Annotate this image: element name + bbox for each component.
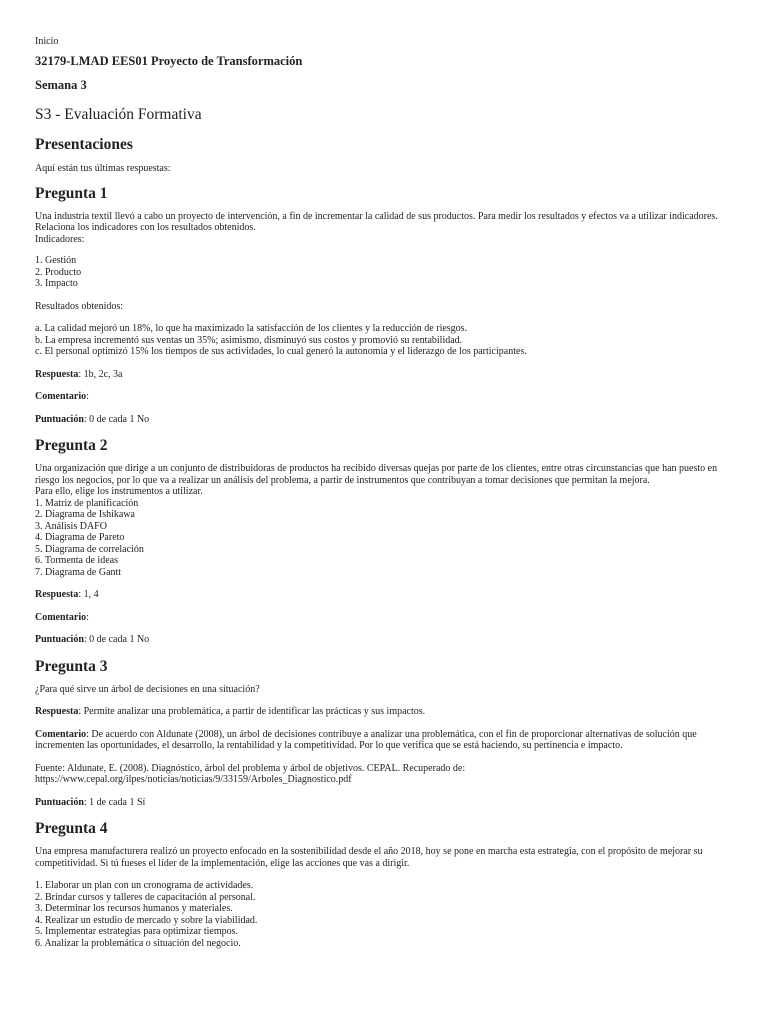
option-item: 6. Tormenta de ideas [35, 555, 118, 566]
comment-row [35, 612, 735, 624]
statement-line: riesgo los negocios, por lo que va a realizar un análisis del problema, a partir de instrumentos que contribuyan a tomar decisiones que permitan la mejora. [35, 474, 650, 486]
intro-text: Aquí están tus últimas respuestas: [35, 163, 171, 174]
question-2 [35, 436, 735, 646]
results-label: Resultados obtenidos: [35, 300, 124, 312]
question-4-title: Pregunta 4 [35, 820, 108, 837]
document-page [35, 36, 735, 949]
question-1 [35, 184, 735, 426]
option-item: 2. Diagrama de Ishikawa [35, 509, 135, 520]
statement-line: Una organización que dirige a un conjunto de distribuidoras de productos ha recibido diversas quejas por parte de los clientes, entre otras circunstancias que han puesto en [35, 463, 718, 474]
comment-value-line: incrementen las oportunidades, el desarrollo, la rentabilidad y la competitividad. Por lo que verifica que se está haciendo, su pertinencia e impacto. [35, 740, 623, 751]
score-value: : 1 de cada 1 Sí [83, 796, 146, 808]
answer-label: Respuesta [35, 589, 79, 600]
answer-label: Respuesta [35, 706, 79, 717]
breadcrumb[interactable]: Inicio [35, 36, 59, 47]
option-item: 2. Brindar cursos y talleres de capacitación al personal. [35, 891, 256, 903]
comment-value: : [86, 391, 89, 402]
question-1-statement [35, 211, 735, 290]
score-value: : 0 de cada 1 No [83, 413, 150, 425]
question-2-statement [35, 463, 735, 578]
question-3 [35, 657, 735, 809]
score-value: : 0 de cada 1 No [83, 634, 150, 645]
comment-row [35, 391, 735, 403]
question-3-title: Pregunta 3 [35, 657, 108, 675]
comment-label: Comentario [35, 391, 87, 402]
comment-label: Comentario [35, 611, 87, 623]
comment-row [35, 729, 735, 752]
score-label: Puntuación [35, 634, 84, 645]
answer-value: : Permite analizar una problemática, a partir de identificar las prácticas y sus impactos. [78, 706, 426, 717]
course-title: 32179-LMAD EES01 Proyecto de Transformación [35, 54, 303, 68]
indicator-item: 2. Producto [35, 266, 82, 278]
score-label: Puntuación [35, 413, 84, 425]
score-row [35, 634, 735, 646]
comment-label: Comentario [35, 728, 87, 740]
option-item: 4. Diagrama de Pareto [35, 532, 125, 543]
statement-line: Una industria textil llevó a cabo un proyecto de intervención, a fin de incrementar la calidad de sus productos. Para medir los resultados y efectos va a utilizar indicadores. [35, 210, 718, 222]
option-item: 3. Determinar los recursos humanos y materiales. [35, 903, 233, 914]
indicator-item: 3. Impacto [35, 278, 78, 289]
question-1-title: Pregunta 1 [35, 184, 108, 202]
source-link[interactable]: https://www.cepal.org/ilpes/noticias/noticias/9/33159/Arboles_Diagnostico.pdf [35, 774, 352, 785]
question-4-statement [35, 846, 735, 869]
score-row [35, 414, 735, 426]
results-list [35, 323, 735, 358]
score-label: Puntuación [35, 796, 84, 808]
result-item: b. La empresa incrementó sus ventas un 35%; asimismo, disminuyó sus costos y promovió su rentabilidad. [35, 334, 463, 346]
answer-label: Respuesta [35, 368, 79, 380]
option-item: 1. Elaborar un plan con un cronograma de actividades. [35, 880, 254, 891]
statement-line: Relaciona los indicadores con los resultados obtenidos. [35, 222, 256, 233]
option-item: 4. Realizar un estudio de mercado y sobre la viabilidad. [35, 914, 258, 926]
option-item: 5. Implementar estrategias para optimizar tiempos. [35, 926, 238, 937]
answer-row [35, 369, 735, 381]
source-line: Fuente: Aldunate, E. (2008). Diagnóstico, árbol del problema y árbol de objetivos. CEPAL. Recuperado de: [35, 762, 466, 774]
indicator-item: 1. Gestión [35, 255, 77, 266]
answer-row [35, 589, 735, 601]
source-citation [35, 763, 735, 786]
option-item: 5. Diagrama de correlación [35, 543, 144, 555]
statement-line: Para ello, elige los instrumentos a utilizar. [35, 486, 203, 497]
question-3-statement: ¿Para qué sirve un árbol de decisiones en una situación? [35, 683, 260, 695]
evaluation-title: S3 - Evaluación Formativa [35, 106, 202, 123]
question-4-options [35, 880, 735, 949]
score-row [35, 797, 735, 809]
comment-value: : [86, 611, 89, 623]
statement-line: competitividad. Si tú fueses el líder de la implementación, elige las acciones que vas a dirigir. [35, 857, 410, 869]
answer-row [35, 706, 735, 718]
statement-line: Indicadores: [35, 233, 85, 245]
result-item: a. La calidad mejoró un 18%, lo que ha maximizado la satisfacción de los clientes y la reducción de riesgos. [35, 323, 468, 334]
option-item: 6. Analizar la problemática o situación del negocio. [35, 937, 241, 949]
section-title: Presentaciones [35, 136, 133, 153]
option-item: 1. Matriz de planificación [35, 497, 139, 509]
comment-value: : De acuerdo con Aldunate (2008), un árbol de decisiones contribuye a analizar una problemática, con el fin de proporcionar alternativas de solución que [86, 728, 697, 740]
statement-line: Una empresa manufacturera realizó un proyecto enfocado en la sostenibilidad desde el año 2018, hoy se pone en marcha esta estrategia, con el propósito de mejorar su [35, 846, 703, 857]
week-title: Semana 3 [35, 78, 87, 92]
answer-value: : 1, 4 [78, 589, 99, 600]
result-item: c. El personal optimizó 15% los tiempos de sus actividades, lo cual generó la autonomía y el liderazgo de los participantes. [35, 346, 527, 357]
option-item: 3. Análisis DAFO [35, 520, 107, 532]
option-item: 7. Diagrama de Gantt [35, 566, 122, 578]
question-2-title: Pregunta 2 [35, 437, 108, 454]
answer-value: : 1b, 2c, 3a [78, 368, 123, 380]
question-4 [35, 819, 735, 949]
